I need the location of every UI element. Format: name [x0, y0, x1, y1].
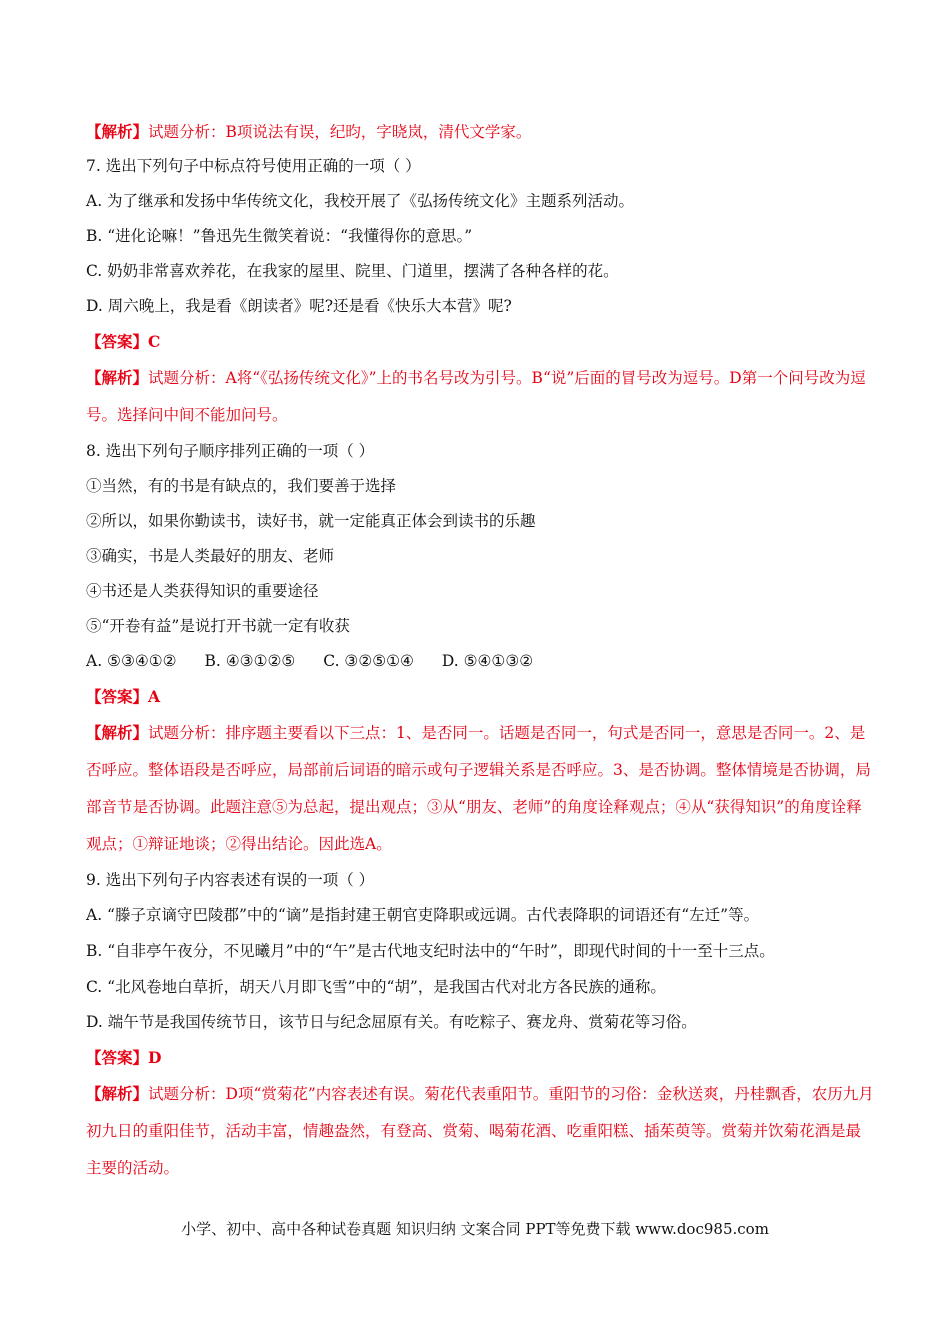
analysis-tag: 【解析】 — [86, 1084, 149, 1103]
q8-option-b: B. ④③①②⑤ — [204, 652, 296, 670]
q8-sentence-4: ④书还是人类获得知识的重要途径 — [86, 582, 319, 600]
q9-option-a: A. “滕子京谪守巴陵郡”中的“谪”是指封建王朝官吏降职或远调。古代表降职的词语还有“左迁”等。 — [86, 906, 760, 924]
analysis-text: 试题分析：A将“《弘扬传统文化》”上的书名号改为引号。B“说”后面的冒号改为逗号。D第一个问号改为逗号。选择问中间不能加问号。 — [86, 369, 866, 424]
analysis-text: 试题分析：排序题主要看以下三点：1、是否同一。话题是否同一，句式是否同一，意思是否同一。2、是否呼应。整体语段是否呼应，局部前后词语的暗示或句子逻辑关系是否呼应。3、是否协调。整体情境是否协调，局部音节是否协调。此题注意⑤为总起，提出观点；③从“朋友、老师”的角度诠释观点；④从“获得知识”的角度诠释观点；①辩证地谈；②得出结论。因此选A。 — [86, 724, 871, 853]
q7-option-a: A. 为了继承和发扬中华传统文化，我校开展了《弘扬传统文化》主题系列活动。 — [86, 192, 635, 210]
q8-options — [86, 644, 876, 679]
q8-sentence-1: ①当然，有的书是有缺点的，我们要善于选择 — [86, 477, 397, 495]
answer-tag: 【答案】 — [86, 1048, 149, 1067]
q9-option-b: B. “自非亭午夜分，不见曦月”中的“午”是古代地支纪时法中的“午时”，即现代时间的十一至十三点。 — [86, 942, 775, 960]
q7-option-d: D. 周六晚上，我是看《朗读者》呢?还是看《快乐大本营》呢? — [86, 297, 512, 315]
q8-stem: 8. 选出下列句子顺序排列正确的一项（ ） — [86, 442, 375, 460]
document-body — [86, 114, 876, 1187]
page-footer: 小学、初中、高中各种试卷真题 知识归纳 文案合同 PPT等免费下载 www.doc985.com — [181, 1220, 769, 1238]
q8-sentence-5: ⑤“开卷有益”是说打开书就一定有收获 — [86, 617, 350, 635]
answer-tag: 【答案】 — [86, 332, 149, 351]
q8-option-d: D. ⑤④①③② — [441, 652, 534, 670]
q9-stem: 9. 选出下列句子内容表述有误的一项（ ） — [86, 871, 375, 889]
q9-answer — [86, 1040, 876, 1075]
q8-sentence-3: ③确实，书是人类最好的朋友、老师 — [86, 547, 335, 565]
q9-option-d: D. 端午节是我国传统节日，该节日与纪念屈原有关。有吃粽子、赛龙舟、赏菊花等习俗。 — [86, 1013, 697, 1031]
q7-stem: 7. 选出下列句子中标点符号使用正确的一项（ ） — [86, 157, 421, 175]
q8-analysis — [86, 714, 876, 863]
q6-analysis — [86, 114, 876, 149]
answer-tag: 【答案】 — [86, 687, 149, 706]
q8-sentence-2: ②所以，如果你勤读书，读好书，就一定能真正体会到读书的乐趣 — [86, 512, 536, 530]
answer-value: D — [148, 1048, 162, 1067]
analysis-text: 试题分析：B项说法有误，纪昀，字晓岚，清代文学家。 — [148, 123, 532, 141]
answer-value: A — [148, 687, 161, 706]
q9-option-c: C. “北风卷地白草折，胡天八月即飞雪”中的“胡”，是我国古代对北方各民族的通称。 — [86, 978, 666, 996]
q8-option-c: C. ③②⑤①④ — [323, 652, 414, 670]
q9-analysis — [86, 1075, 876, 1187]
analysis-tag: 【解析】 — [86, 723, 149, 742]
analysis-tag: 【解析】 — [86, 368, 149, 387]
answer-value: C — [148, 332, 161, 351]
q7-option-b: B. “进化论嘛！”鲁迅先生微笑着说：“我懂得你的意思。” — [86, 227, 473, 245]
analysis-text: 试题分析：D项“赏菊花”内容表述有误。菊花代表重阳节。重阳节的习俗：金秋送爽，丹桂飘香，农历九月初九日的重阳佳节，活动丰富，情趣盎然，有登高、赏菊、喝菊花酒、吃重阳糕、插茱萸等。赏菊并饮菊花酒是最主要的活动。 — [86, 1085, 874, 1177]
q8-answer — [86, 679, 876, 714]
analysis-tag: 【解析】 — [86, 122, 149, 141]
q7-answer — [86, 324, 876, 359]
q7-analysis — [86, 359, 876, 434]
q7-option-c: C. 奶奶非常喜欢养花，在我家的屋里、院里、门道里，摆满了各种各样的花。 — [86, 262, 619, 280]
q8-option-a: A. ⑤③④①② — [86, 652, 177, 670]
